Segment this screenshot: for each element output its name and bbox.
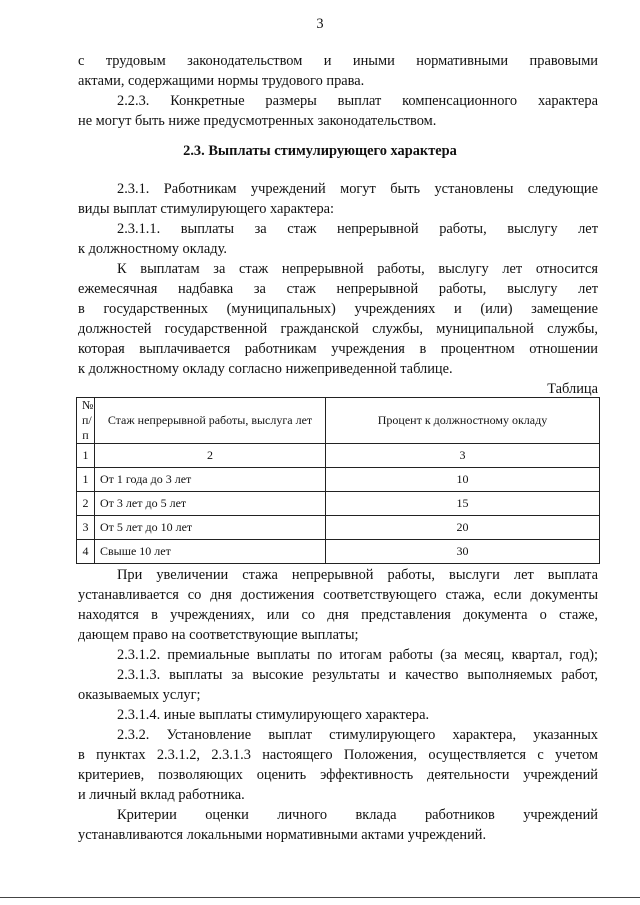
text-line: в пунктах 2.3.1.2, 2.3.1.3 настоящего Положения, осуществляется с учетом [78,747,598,763]
text-line: к должностному окладу. [78,241,227,257]
text-line: устанавливаются локальными нормативными актами учреждений. [78,827,487,843]
table-cell: 15 [326,492,600,516]
text-line: При увеличении стажа непрерывной работы, выслуги лет выплата [117,567,598,583]
text-line: К выплатам за стаж непрерывной работы, выслугу лет относится [117,261,598,277]
table-cell: Свыше 10 лет [95,540,326,564]
text-line: в государственных (муниципальных) учреждениях и (или) замещение [78,301,598,317]
header-cell-number: № п/п [77,398,95,444]
table-cell: От 5 лет до 10 лет [95,516,326,540]
text-line: и личный вклад работника. [78,787,245,803]
table-cell: 2 [95,444,326,468]
text-line: 2.3.1.1. выплаты за стаж непрерывной работы, выслугу лет [117,221,598,237]
header-cell-period: Стаж непрерывной работы, выслуга лет [95,398,326,444]
text-line: виды выплат стимулирующего характера: [78,201,335,217]
table-row [77,468,600,492]
text-line: Критерии оценки личного вклада работников учреждений [117,807,598,823]
table-caption: Таблица [547,381,598,397]
text-line: к должностному окладу согласно нижеприведенной таблице. [78,361,453,377]
seniority-table [76,397,600,564]
text-line: не могут быть ниже предусмотренных законодательством. [78,113,437,129]
page-number: 3 [316,16,324,32]
table-row [77,540,600,564]
text-line: которая выплачивается работникам учреждения в процентном отношении [78,341,598,357]
table-cell: От 3 лет до 5 лет [95,492,326,516]
text-line: 2.3.1.2. премиальные выплаты по итогам работы (за месяц, квартал, год); [117,647,598,663]
table-cell: 4 [77,540,95,564]
table-cell: 20 [326,516,600,540]
text-line: 2.2.3. Конкретные размеры выплат компенсационного характера [117,93,598,109]
text-line: находятся в учреждениях, или со дня представления документа о стаже, [78,607,598,623]
table-row [77,492,600,516]
table-header-row [77,398,600,444]
table-cell: 2 [77,492,95,516]
text-line: 2.3.1.4. иные выплаты стимулирующего характера. [117,707,430,723]
text-line: актами, содержащими нормы трудового права. [78,73,365,89]
text-line: дающем право на соответствующие выплаты; [78,627,359,643]
table-cell: 10 [326,468,600,492]
column-number-row [77,444,600,468]
table-cell: 1 [77,444,95,468]
text-line: оказываемых услуг; [78,687,201,703]
scan-bottom-edge [0,897,640,898]
text-line: 2.3.1.3. выплаты за высокие результаты и качество выполняемых работ, [117,667,598,683]
table-cell: 3 [77,516,95,540]
table-cell: 30 [326,540,600,564]
table-cell: 3 [326,444,600,468]
table-cell: 1 [77,468,95,492]
table-cell: От 1 года до 3 лет [95,468,326,492]
text-line: устанавливается со дня достижения соответствующего стажа, если документы [78,587,598,603]
text-line: 2.3.2. Установление выплат стимулирующего характера, указанных [117,727,598,743]
text-line: 2.3.1. Работникам учреждений могут быть установлены следующие [117,181,598,197]
text-line: должностей государственной гражданской службы, муниципальной службы, [78,321,598,337]
text-line: с трудовым законодательством и иными нормативными правовыми [78,53,598,69]
table-row [77,516,600,540]
text-line: критериев, позволяющих оценить эффективность деятельности учреждений [78,767,598,783]
text-line: ежемесячная надбавка за стаж непрерывной работы, выслугу лет [78,281,598,297]
section-heading: 2.3. Выплаты стимулирующего характера [183,143,457,159]
header-cell-percent: Процент к должностному окладу [326,398,600,444]
